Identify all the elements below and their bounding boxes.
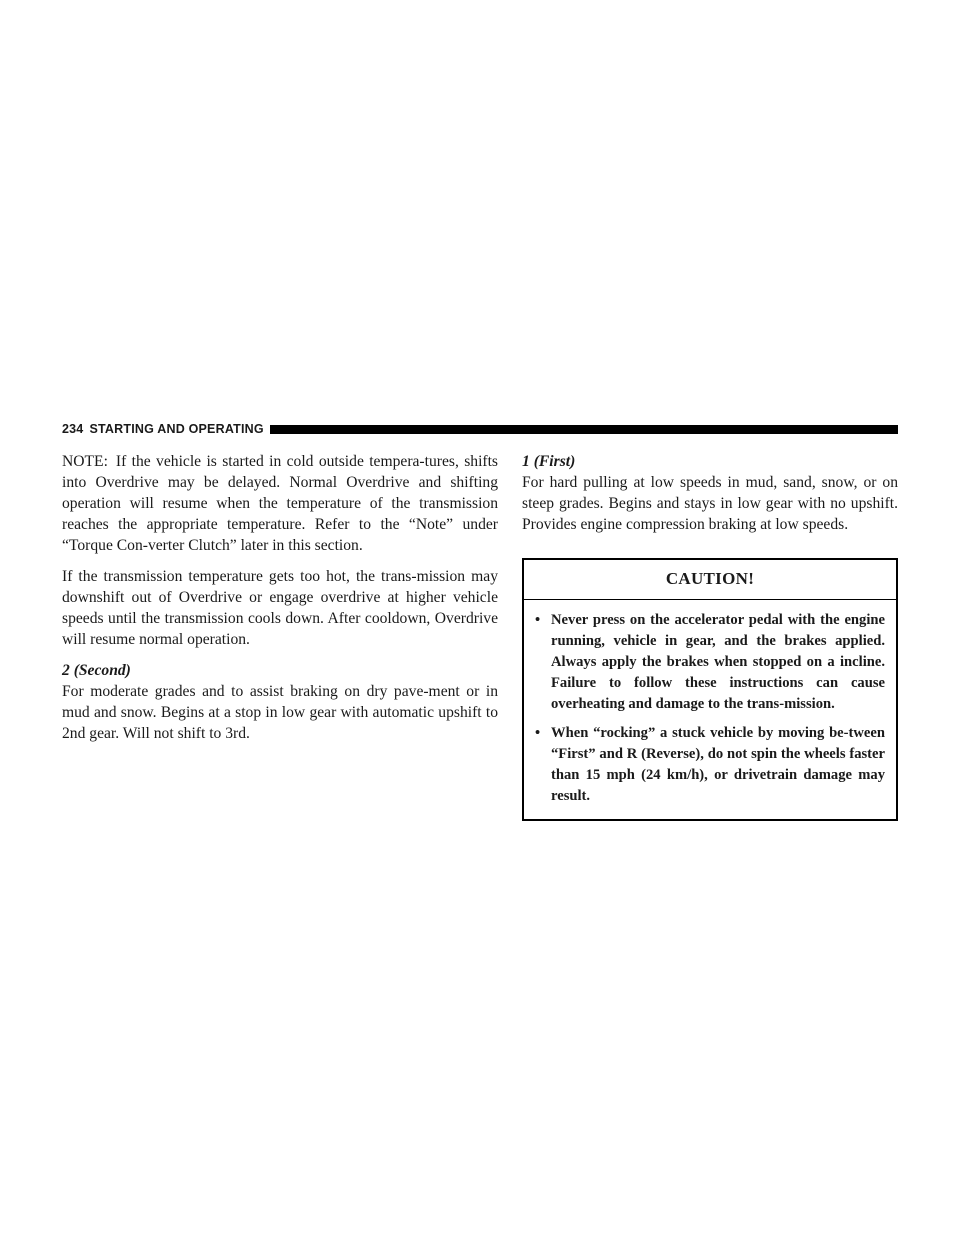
temperature-paragraph: If the transmission temperature gets too hot, the trans-mission may downshift out of Overdrive or engage overdrive at higher vehicle speeds until the transmission cools down. After cooldown, Overdrive will resume normal operation.: [62, 568, 498, 648]
second-gear-heading: 2 (Second): [62, 662, 131, 679]
second-gear-section: [62, 660, 498, 744]
header-rule: [270, 425, 898, 434]
caution-item-text: Never press on the accelerator pedal with the engine running, vehicle in gear, and the brakes applied. Always apply the brakes when stopped on a incline. Failure to follow these instructions can cause overheating and damage to the trans-mission.: [551, 612, 885, 712]
note-paragraph: [62, 451, 498, 556]
caution-list: [535, 610, 885, 807]
first-gear-text: For hard pulling at low speeds in mud, sand, snow, or on steep grades. Begins and stays in low gear with no upshift. Provides engine compression braking at low speeds.: [522, 474, 898, 533]
first-gear-section: [522, 451, 898, 535]
caution-item-text: When “rocking” a stuck vehicle by moving be-tween “First” and R (Reverse), do not spin the wheels faster than 15 mph (24 km/h), or drivetrain damage may result.: [551, 725, 885, 804]
caution-item: [535, 723, 885, 807]
left-column: [62, 451, 498, 744]
first-gear-heading: 1 (First): [522, 453, 576, 470]
bullet-icon: •: [535, 612, 541, 628]
section-title: STARTING AND OPERATING: [89, 422, 264, 436]
second-gear-text: For moderate grades and to assist braking on dry pave-ment or in mud and snow. Begins at a stop in low gear with automatic upshift to 2nd gear. Will not shift to 3rd.: [62, 683, 498, 742]
caution-item: [535, 610, 885, 715]
caution-box: [522, 558, 898, 821]
caution-title: CAUTION!: [524, 568, 896, 600]
note-text: If the vehicle is started in cold outside tempera-tures, shifts into Overdrive may be delayed. Normal Overdrive and shifting operation will resume when the temperature of the transmission reaches the appropriate temperature. Refer to the “Note” under “Torque Con-verter Clutch” later in this section.: [62, 453, 498, 554]
page-number: 234: [62, 422, 84, 436]
bullet-icon: •: [535, 725, 541, 741]
right-column: [522, 451, 898, 821]
page-header: [62, 421, 898, 437]
note-label: NOTE:: [62, 453, 108, 470]
